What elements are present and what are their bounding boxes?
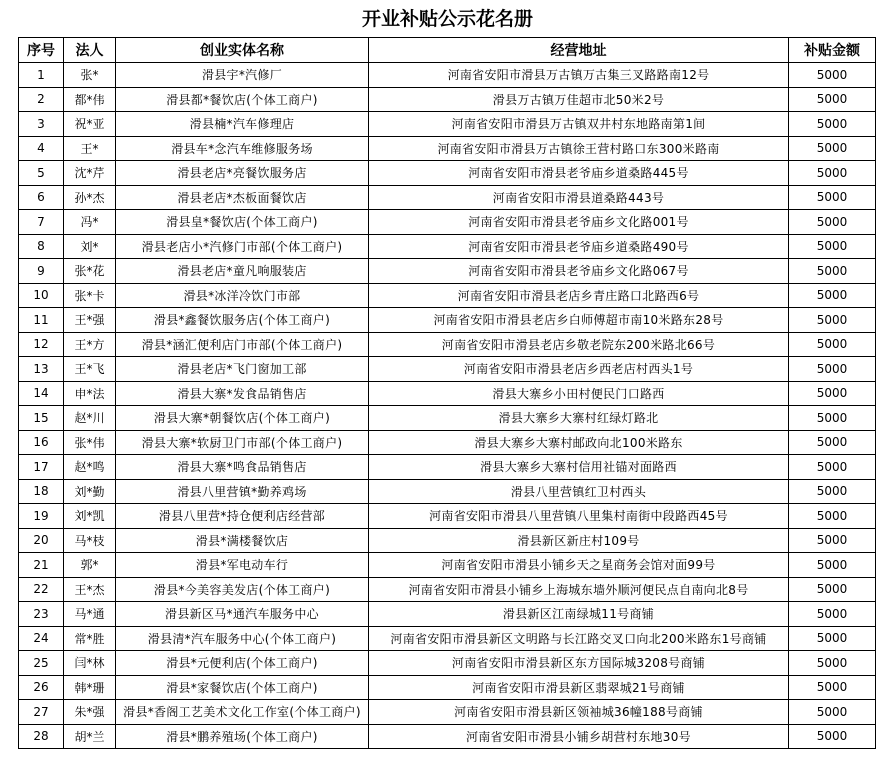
cell-serial: 11: [19, 308, 64, 333]
cell-amount: 5000: [789, 136, 876, 161]
cell-entity-name: 滑县老店*飞门窗加工部: [116, 357, 369, 382]
table-row: [19, 504, 876, 529]
cell-serial: 18: [19, 479, 64, 504]
header-address: 经营地址: [369, 38, 789, 63]
cell-legal-person: 刘*: [64, 234, 116, 259]
subsidy-roster-table: [18, 37, 876, 749]
cell-address: 河南省安阳市滑县八里营镇八里集村南街中段路西45号: [369, 504, 789, 529]
table-row: [19, 406, 876, 431]
cell-serial: 20: [19, 528, 64, 553]
cell-amount: 5000: [789, 700, 876, 725]
cell-amount: 5000: [789, 626, 876, 651]
table-row: [19, 136, 876, 161]
cell-amount: 5000: [789, 308, 876, 333]
cell-serial: 4: [19, 136, 64, 161]
cell-serial: 13: [19, 357, 64, 382]
cell-entity-name: 滑县大寨*鸣食品销售店: [116, 455, 369, 480]
cell-legal-person: 王*方: [64, 332, 116, 357]
cell-amount: 5000: [789, 87, 876, 112]
cell-amount: 5000: [789, 357, 876, 382]
cell-entity-name: 滑县老店*亮餐饮服务店: [116, 161, 369, 186]
table-row: [19, 479, 876, 504]
cell-amount: 5000: [789, 63, 876, 88]
cell-address: 滑县新区江南绿城11号商铺: [369, 602, 789, 627]
cell-legal-person: 常*胜: [64, 626, 116, 651]
table-row: [19, 332, 876, 357]
cell-entity-name: 滑县大寨*朝餐饮店(个体工商户): [116, 406, 369, 431]
table-row: [19, 577, 876, 602]
cell-entity-name: 滑县皇*餐饮店(个体工商户): [116, 210, 369, 235]
cell-entity-name: 滑县楠*汽车修理店: [116, 112, 369, 137]
table-row: [19, 528, 876, 553]
cell-address: 滑县八里营镇红卫村西头: [369, 479, 789, 504]
cell-amount: 5000: [789, 455, 876, 480]
cell-entity-name: 滑县老店*杰板面餐饮店: [116, 185, 369, 210]
table-body: [19, 63, 876, 749]
cell-legal-person: 申*法: [64, 381, 116, 406]
cell-entity-name: 滑县八里营镇*勤养鸡场: [116, 479, 369, 504]
table-row: [19, 430, 876, 455]
cell-address: 河南省安阳市滑县老店乡西老店村西头1号: [369, 357, 789, 382]
cell-serial: 14: [19, 381, 64, 406]
cell-serial: 19: [19, 504, 64, 529]
table-row: [19, 308, 876, 333]
cell-serial: 10: [19, 283, 64, 308]
cell-legal-person: 冯*: [64, 210, 116, 235]
document-title: 开业补贴公示花名册: [361, 8, 533, 30]
table-row: [19, 63, 876, 88]
cell-amount: 5000: [789, 185, 876, 210]
cell-serial: 17: [19, 455, 64, 480]
cell-legal-person: 韩*珊: [64, 675, 116, 700]
cell-address: 河南省安阳市滑县小铺乡上海城东墙外顺河便民点自南向北8号: [369, 577, 789, 602]
cell-amount: 5000: [789, 381, 876, 406]
table-row: [19, 381, 876, 406]
cell-serial: 3: [19, 112, 64, 137]
cell-address: 河南省安阳市滑县新区东方国际城3208号商铺: [369, 651, 789, 676]
table-row: [19, 651, 876, 676]
cell-address: 河南省安阳市滑县新区文明路与长江路交叉口向北200米路东1号商铺: [369, 626, 789, 651]
cell-serial: 8: [19, 234, 64, 259]
cell-entity-name: 滑县*涵汇便利店门市部(个体工商户): [116, 332, 369, 357]
cell-legal-person: 赵*川: [64, 406, 116, 431]
cell-serial: 9: [19, 259, 64, 284]
cell-legal-person: 王*杰: [64, 577, 116, 602]
cell-serial: 22: [19, 577, 64, 602]
cell-legal-person: 闫*林: [64, 651, 116, 676]
table-row: [19, 87, 876, 112]
table-row: [19, 724, 876, 749]
table-row: [19, 357, 876, 382]
cell-address: 滑县万古镇万佳超市北50米2号: [369, 87, 789, 112]
cell-serial: 15: [19, 406, 64, 431]
cell-address: 河南省安阳市滑县老店乡青庄路口北路西6号: [369, 283, 789, 308]
cell-serial: 21: [19, 553, 64, 578]
cell-serial: 24: [19, 626, 64, 651]
cell-serial: 2: [19, 87, 64, 112]
table-row: [19, 700, 876, 725]
cell-serial: 12: [19, 332, 64, 357]
table-row: [19, 626, 876, 651]
cell-amount: 5000: [789, 577, 876, 602]
header-legal-person: 法人: [64, 38, 116, 63]
table-row: [19, 602, 876, 627]
cell-address: 河南省安阳市滑县老爷庙乡文化路067号: [369, 259, 789, 284]
table-row: [19, 553, 876, 578]
cell-amount: 5000: [789, 651, 876, 676]
cell-amount: 5000: [789, 602, 876, 627]
header-row: [19, 38, 876, 63]
cell-legal-person: 王*强: [64, 308, 116, 333]
cell-entity-name: 滑县*香阁工艺美术文化工作室(个体工商户): [116, 700, 369, 725]
cell-entity-name: 滑县*今美容美发店(个体工商户): [116, 577, 369, 602]
cell-amount: 5000: [789, 430, 876, 455]
cell-address: 滑县大寨乡大寨村红绿灯路北: [369, 406, 789, 431]
cell-entity-name: 滑县车*念汽车维修服务场: [116, 136, 369, 161]
cell-legal-person: 张*卡: [64, 283, 116, 308]
cell-legal-person: 都*伟: [64, 87, 116, 112]
table-row: [19, 112, 876, 137]
table-row: [19, 185, 876, 210]
table-row: [19, 675, 876, 700]
cell-address: 河南省安阳市滑县道桑路443号: [369, 185, 789, 210]
cell-address: 滑县大寨乡大寨村信用社锚对面路西: [369, 455, 789, 480]
cell-amount: 5000: [789, 259, 876, 284]
cell-entity-name: 滑县*家餐饮店(个体工商户): [116, 675, 369, 700]
cell-serial: 1: [19, 63, 64, 88]
cell-entity-name: 滑县*满楼餐饮店: [116, 528, 369, 553]
cell-amount: 5000: [789, 332, 876, 357]
cell-legal-person: 赵*鸣: [64, 455, 116, 480]
cell-address: 河南省安阳市滑县老店乡白师傅超市南10米路东28号: [369, 308, 789, 333]
header-serial: 序号: [19, 38, 64, 63]
table-row: [19, 161, 876, 186]
cell-amount: 5000: [789, 406, 876, 431]
cell-entity-name: 滑县老店*童凡响服装店: [116, 259, 369, 284]
cell-serial: 28: [19, 724, 64, 749]
cell-serial: 5: [19, 161, 64, 186]
cell-amount: 5000: [789, 210, 876, 235]
cell-legal-person: 张*: [64, 63, 116, 88]
cell-entity-name: 滑县大寨*软厨卫门市部(个体工商户): [116, 430, 369, 455]
cell-serial: 25: [19, 651, 64, 676]
cell-serial: 26: [19, 675, 64, 700]
cell-entity-name: 滑县老店小*汽修门市部(个体工商户): [116, 234, 369, 259]
cell-address: 河南省安阳市滑县新区翡翠城21号商铺: [369, 675, 789, 700]
header-entity-name: 创业实体名称: [116, 38, 369, 63]
cell-legal-person: 张*伟: [64, 430, 116, 455]
cell-legal-person: 马*枝: [64, 528, 116, 553]
cell-address: 滑县新区新庄村109号: [369, 528, 789, 553]
cell-entity-name: 滑县清*汽车服务中心(个体工商户): [116, 626, 369, 651]
cell-address: 滑县大寨乡大寨村邮政向北100米路东: [369, 430, 789, 455]
cell-legal-person: 郭*: [64, 553, 116, 578]
cell-amount: 5000: [789, 675, 876, 700]
cell-legal-person: 马*通: [64, 602, 116, 627]
cell-serial: 7: [19, 210, 64, 235]
cell-legal-person: 王*: [64, 136, 116, 161]
table-row: [19, 210, 876, 235]
cell-legal-person: 张*花: [64, 259, 116, 284]
cell-entity-name: 滑县新区马*通汽车服务中心: [116, 602, 369, 627]
cell-address: 河南省安阳市滑县万古镇万古集三叉路路南12号: [369, 63, 789, 88]
table-row: [19, 283, 876, 308]
cell-address: 滑县大寨乡小田村便民门口路西: [369, 381, 789, 406]
cell-entity-name: 滑县*军电动车行: [116, 553, 369, 578]
cell-address: 河南省安阳市滑县老爷庙乡文化路001号: [369, 210, 789, 235]
cell-legal-person: 刘*凯: [64, 504, 116, 529]
cell-address: 河南省安阳市滑县老店乡敬老院东200米路北66号: [369, 332, 789, 357]
cell-legal-person: 祝*亚: [64, 112, 116, 137]
cell-entity-name: 滑县宇*汽修厂: [116, 63, 369, 88]
table-header: [19, 38, 876, 63]
cell-legal-person: 孙*杰: [64, 185, 116, 210]
cell-legal-person: 刘*勤: [64, 479, 116, 504]
cell-legal-person: 朱*强: [64, 700, 116, 725]
cell-address: 河南省安阳市滑县万古镇双井村东地路南第1间: [369, 112, 789, 137]
cell-amount: 5000: [789, 283, 876, 308]
table-row: [19, 259, 876, 284]
cell-legal-person: 沈*芹: [64, 161, 116, 186]
cell-address: 河南省安阳市滑县小铺乡天之星商务会馆对面99号: [369, 553, 789, 578]
cell-amount: 5000: [789, 161, 876, 186]
cell-amount: 5000: [789, 528, 876, 553]
cell-address: 河南省安阳市滑县老爷庙乡道桑路490号: [369, 234, 789, 259]
cell-address: 河南省安阳市滑县老爷庙乡道桑路445号: [369, 161, 789, 186]
cell-entity-name: 滑县八里营*持仓便利店经营部: [116, 504, 369, 529]
cell-entity-name: 滑县大寨*发食品销售店: [116, 381, 369, 406]
cell-entity-name: 滑县*冰洋冷饮门市部: [116, 283, 369, 308]
cell-serial: 27: [19, 700, 64, 725]
cell-amount: 5000: [789, 724, 876, 749]
cell-serial: 23: [19, 602, 64, 627]
cell-legal-person: 王*飞: [64, 357, 116, 382]
cell-address: 河南省安阳市滑县万古镇徐王营村路口东300米路南: [369, 136, 789, 161]
cell-address: 河南省安阳市滑县新区领袖城36幢188号商铺: [369, 700, 789, 725]
table-row: [19, 455, 876, 480]
cell-amount: 5000: [789, 234, 876, 259]
cell-amount: 5000: [789, 479, 876, 504]
cell-entity-name: 滑县*鹏养殖场(个体工商户): [116, 724, 369, 749]
cell-amount: 5000: [789, 504, 876, 529]
cell-amount: 5000: [789, 112, 876, 137]
cell-address: 河南省安阳市滑县小铺乡胡营村东地30号: [369, 724, 789, 749]
cell-amount: 5000: [789, 553, 876, 578]
cell-legal-person: 胡*兰: [64, 724, 116, 749]
header-amount: 补贴金额: [789, 38, 876, 63]
cell-entity-name: 滑县*元便利店(个体工商户): [116, 651, 369, 676]
cell-entity-name: 滑县*鑫餐饮服务店(个体工商户): [116, 308, 369, 333]
cell-serial: 6: [19, 185, 64, 210]
cell-serial: 16: [19, 430, 64, 455]
table-row: [19, 234, 876, 259]
cell-entity-name: 滑县都*餐饮店(个体工商户): [116, 87, 369, 112]
